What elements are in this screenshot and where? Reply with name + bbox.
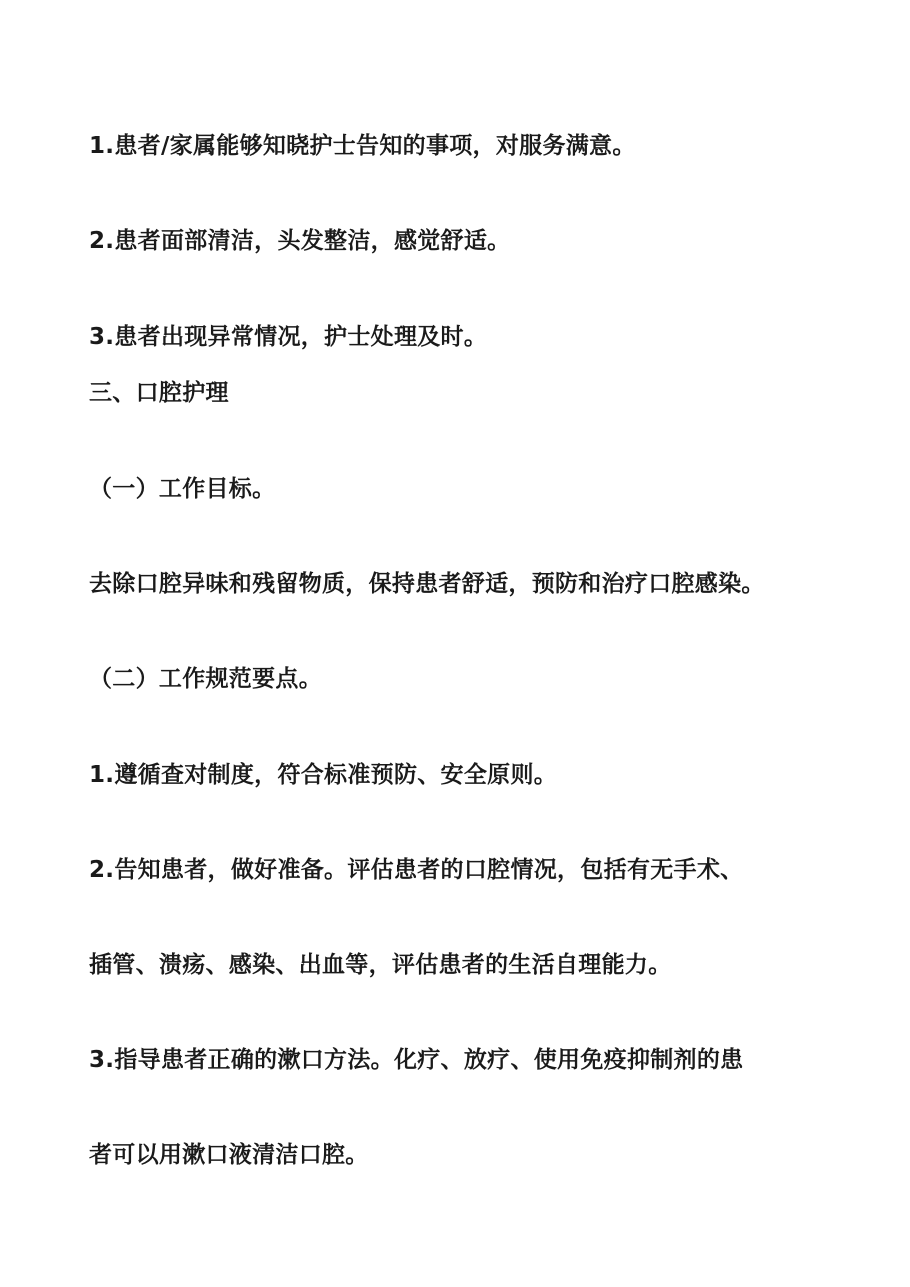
outcome-item-1: 1.患者/家属能够知晓护士告知的事项，对服务满意。 xyxy=(89,133,636,159)
outcome-item-3: 3.患者出现异常情况，护士处理及时。 xyxy=(89,324,488,350)
standard-item-2-line-1: 2.告知患者，做好准备。评估患者的口腔情况，包括有无手术、 xyxy=(89,857,744,883)
work-goal-text: 去除口腔异味和残留物质，保持患者舒适，预防和治疗口腔感染。 xyxy=(89,571,765,597)
outcome-item-2: 2.患者面部清洁，头发整洁，感觉舒适。 xyxy=(89,228,511,254)
standard-item-2-line-2: 插管、溃疡、感染、出血等，评估患者的生活自理能力。 xyxy=(89,952,672,978)
standard-item-3-line-2: 者可以用漱口液清洁口腔。 xyxy=(89,1142,369,1168)
standard-item-3-line-1: 3.指导患者正确的漱口方法。化疗、放疗、使用免疫抑制剂的患 xyxy=(89,1047,744,1073)
subheading-work-goal: （一）工作目标。 xyxy=(89,476,276,502)
subheading-work-standards: （二）工作规范要点。 xyxy=(89,666,322,692)
section-heading-oral-care: 三、口腔护理 xyxy=(89,380,229,406)
standard-item-1: 1.遵循查对制度，符合标准预防、安全原则。 xyxy=(89,762,558,788)
